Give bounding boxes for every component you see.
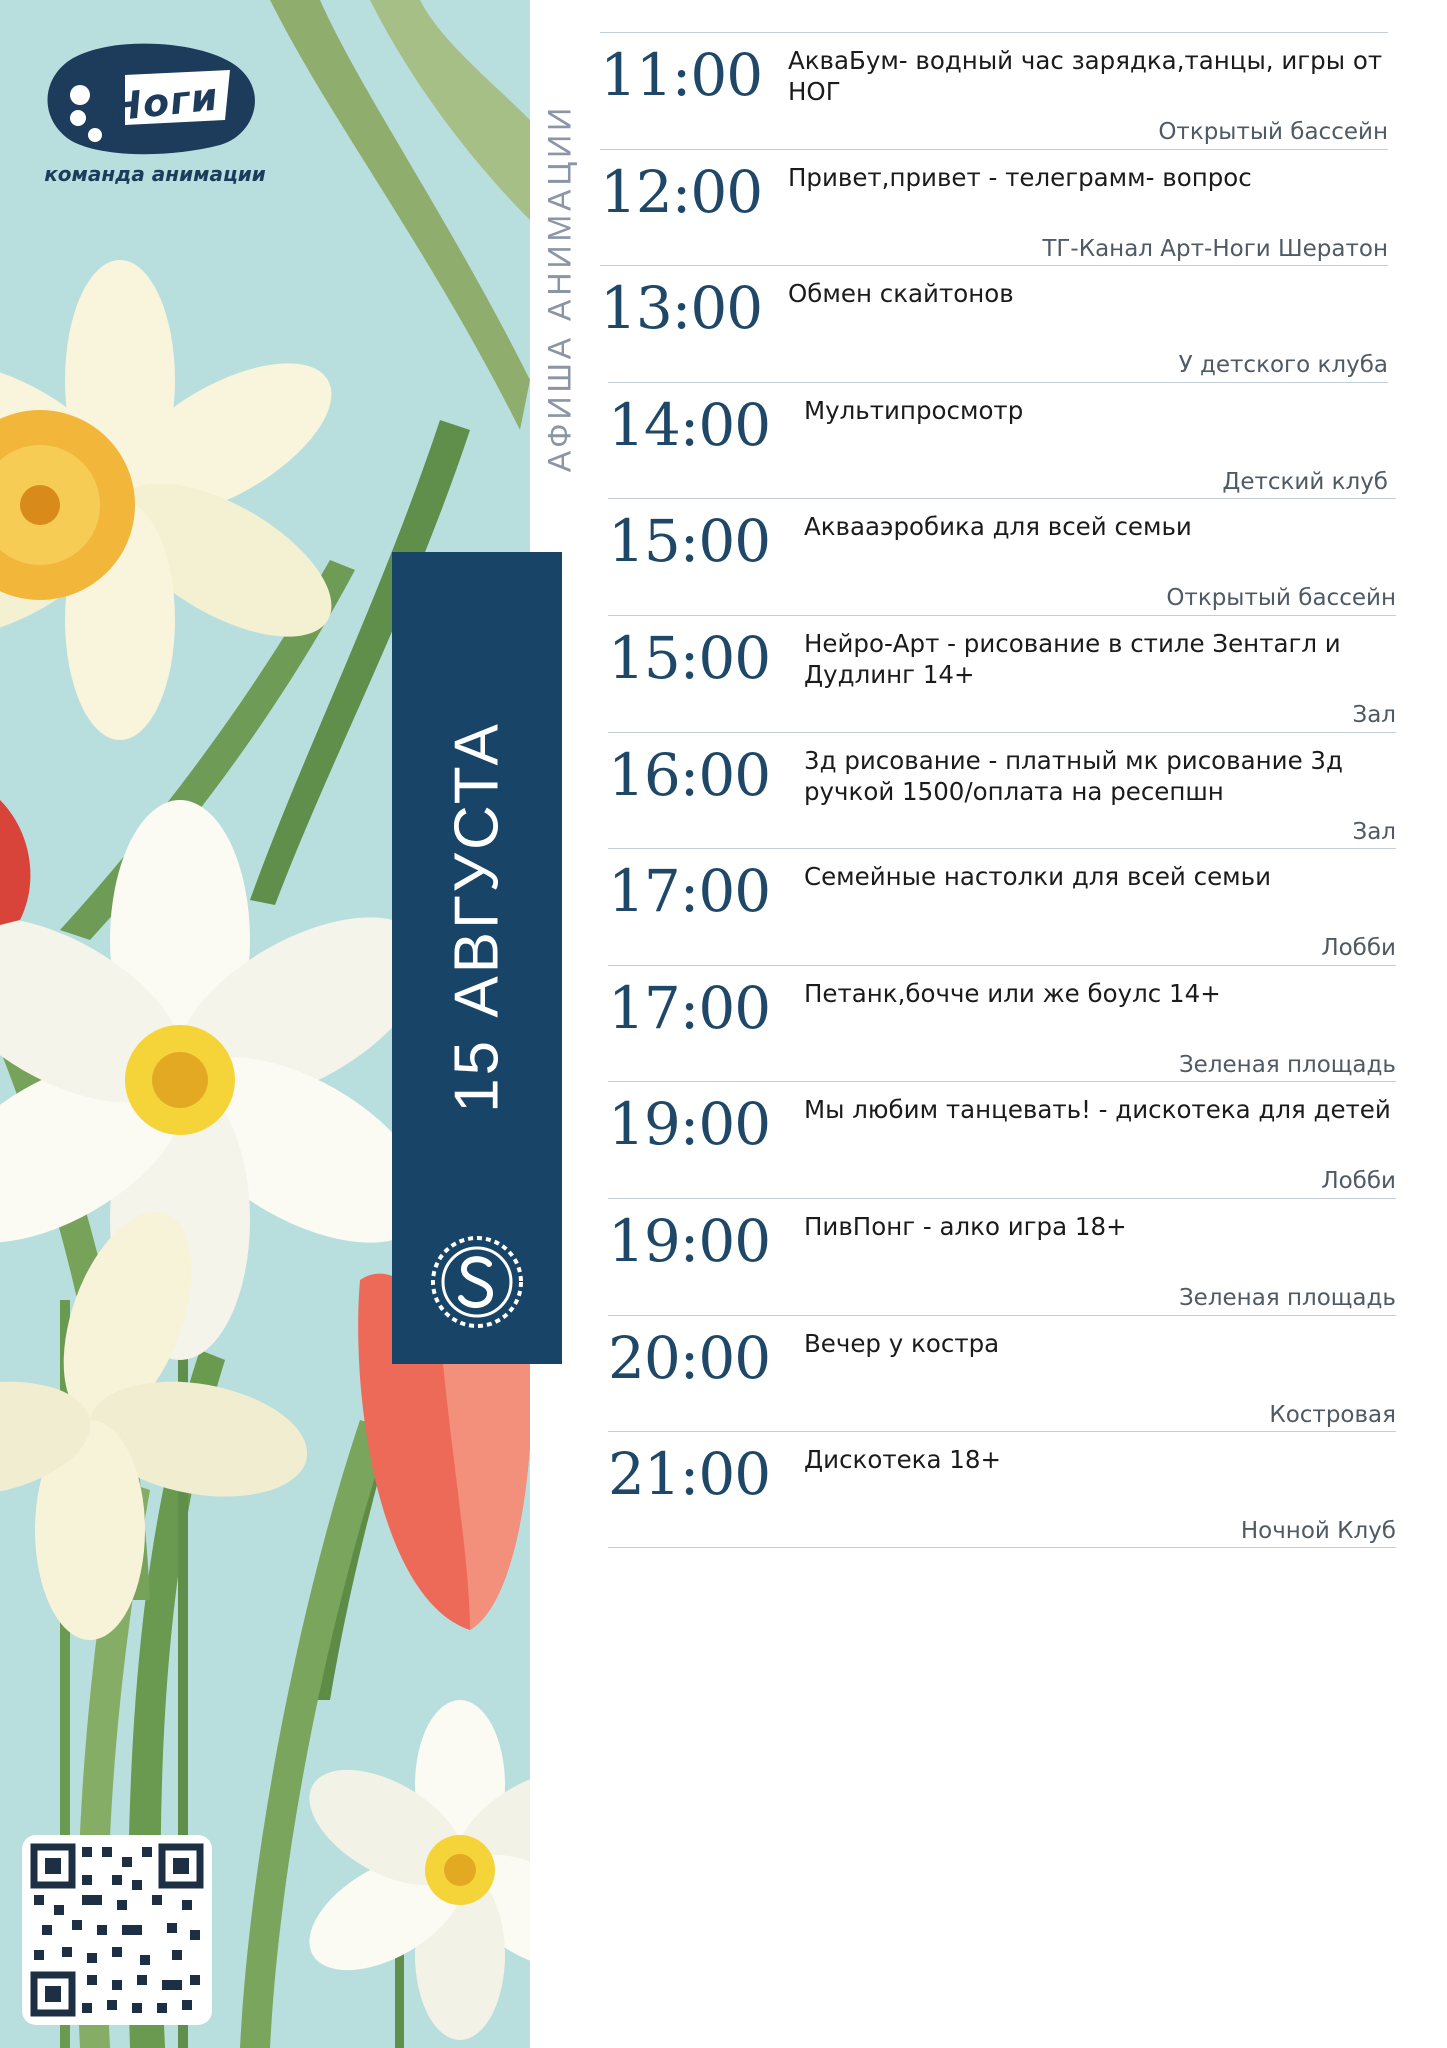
event-time: 15:00 bbox=[608, 623, 771, 692]
qr-code[interactable] bbox=[22, 1835, 212, 2025]
date-banner bbox=[392, 552, 562, 1364]
schedule-row bbox=[608, 965, 1396, 1082]
schedule-row bbox=[608, 848, 1396, 965]
event-location: Костровая bbox=[1269, 1401, 1396, 1428]
event-title: Дискотека 18+ bbox=[804, 1445, 1001, 1475]
event-time: 17:00 bbox=[608, 857, 771, 926]
schedule-row bbox=[600, 32, 1388, 149]
poster-subtitle bbox=[540, 65, 580, 510]
schedule-row bbox=[608, 382, 1388, 499]
event-time: 21:00 bbox=[608, 1440, 771, 1509]
event-location: Ночной Клуб bbox=[1240, 1518, 1396, 1545]
event-location: ТГ-Канал Арт-Ноги Шератон bbox=[1042, 235, 1388, 262]
event-location: Детский клуб bbox=[1222, 468, 1388, 495]
event-time: 14:00 bbox=[608, 390, 771, 459]
logo-tagline: команда анимации bbox=[44, 162, 266, 186]
logo-name: Ноги bbox=[107, 74, 221, 130]
schedule-row bbox=[608, 1198, 1396, 1315]
date-text: 15 АВГУСТА bbox=[442, 721, 512, 1113]
event-title: ПивПонг - алко игра 18+ bbox=[804, 1211, 1127, 1241]
event-location: Открытый бассейн bbox=[1166, 585, 1396, 612]
event-title: Семейные настолки для всей семьи bbox=[804, 862, 1272, 892]
event-location: Открытый бассейн bbox=[1158, 119, 1388, 145]
event-time: 17:00 bbox=[608, 973, 771, 1042]
event-location: У детского клуба bbox=[1178, 352, 1388, 379]
event-time: 19:00 bbox=[608, 1090, 771, 1159]
event-location: Зеленая площадь bbox=[1178, 1051, 1396, 1078]
event-title: Нейро-Арт - рисование в стиле Зентагл и Дудлинг 14+ bbox=[804, 628, 1341, 689]
event-time: 11:00 bbox=[600, 41, 763, 109]
schedule-list bbox=[600, 32, 1396, 1548]
schedule-row bbox=[600, 149, 1388, 266]
event-time: 12:00 bbox=[600, 157, 763, 226]
event-time: 15:00 bbox=[608, 507, 771, 576]
event-location: Зал bbox=[1352, 701, 1396, 728]
schedule-row bbox=[600, 265, 1388, 382]
event-time: 13:00 bbox=[600, 274, 763, 343]
event-title: Петанк,бочче или же боулс 14+ bbox=[804, 978, 1221, 1008]
event-time: 20:00 bbox=[608, 1323, 771, 1392]
schedule-row bbox=[608, 498, 1396, 615]
event-time: 16:00 bbox=[608, 740, 771, 809]
schedule-row bbox=[608, 1315, 1396, 1432]
event-title: 3д рисование - платный мк рисование 3д ручкой 1500/оплата на ресепшн bbox=[804, 745, 1343, 806]
nogi-logo bbox=[40, 40, 270, 200]
poster-subtitle-text: АФИША АНИМАЦИИ bbox=[541, 103, 578, 472]
event-title: Вечер у костра bbox=[804, 1328, 1000, 1358]
event-title: Привет,привет - телеграмм- вопрос bbox=[788, 162, 1252, 192]
event-title: Мы любим танцевать! - дискотека для детей bbox=[804, 1095, 1391, 1125]
event-location: Лобби bbox=[1321, 935, 1396, 962]
schedule-row bbox=[608, 732, 1396, 849]
event-time: 19:00 bbox=[608, 1206, 771, 1275]
event-location: Зеленая площадь bbox=[1178, 1284, 1396, 1311]
event-title: АкваБум- водный час зарядка,танцы, игры от НОГ bbox=[788, 46, 1383, 106]
event-title: Аквааэробика для всей семьи bbox=[804, 512, 1192, 542]
qr-code-icon bbox=[22, 1835, 212, 2025]
schedule-row bbox=[608, 615, 1396, 732]
sheraton-logo-icon bbox=[427, 1232, 527, 1332]
event-location: Зал bbox=[1352, 818, 1396, 845]
event-title: Мультипросмотр bbox=[804, 395, 1024, 425]
schedule-row bbox=[608, 1431, 1396, 1548]
event-location: Лобби bbox=[1321, 1168, 1396, 1195]
event-title: Обмен скайтонов bbox=[788, 279, 1014, 309]
schedule-row bbox=[608, 1081, 1396, 1198]
